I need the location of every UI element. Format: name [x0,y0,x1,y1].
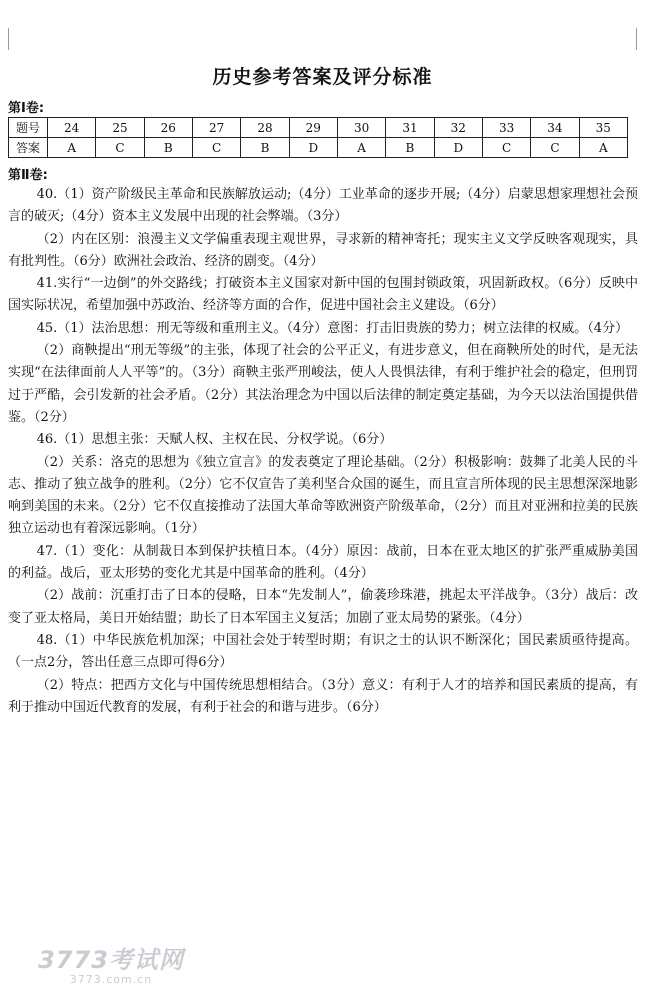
section-2-heading: 第Ⅱ卷: [8,168,48,183]
answer-cell: A [579,138,627,158]
question-number-cell: 26 [144,118,192,138]
answer-paragraph-47-1: 47.（1）变化：从制裁日本到保护扶植日本。（4分）原因：战前，日本在亚太地区的扩张严重威胁美国的利益。战后，亚太形势的变化尤其是中国革命的胜利。（4分） [8,543,638,582]
answer-paragraph-45-1: 45.（1）法治思想：刑无等级和重刑主义。（4分）意图：打击旧贵族的势力；树立法律的权威。（4分） [36,320,629,336]
question-number-cell: 25 [96,118,144,138]
answer-cell: D [289,138,337,158]
answer-paragraph-46-1: 46.（1）思想主张：天赋人权、主权在民、分权学说。（6分） [36,432,393,448]
row-header-question-number: 题号 [9,118,48,138]
question-number-cell: 33 [482,118,530,138]
answer-paragraph-40-2: （2）内在区别：浪漫主义文学偏重表现主观世界，寻求新的精神寄托；现实主义文学反映客观现实，具有批判性。（6分）欧洲社会政治、经济的剧变。（4分） [8,231,638,269]
answer-paragraph-48-2: （2）特点：把西方文化与中国传统思想相结合。（3分）意义：有利于人才的培养和国民素质的提高，有利于推动中国近代教育的发展，有利于社会的和谐与进步。（6分） [8,677,638,715]
answer-cell: A [48,138,96,158]
question-number-cell: 35 [579,118,627,138]
answer-paragraph-46-2: （2）关系：洛克的思想为《独立宣言》的发表奠定了理论基础。（2分）积极影响：鼓舞了北美人民的斗志、推动了独立战争的胜利。（2分）它不仅宣告了美利坚合众国的诞生，而且宣言所体现的民主思想深深地影响到美国的未来。（2分）它不仅直接推动了法国大革命等欧洲资产阶级革命，（2分）而且对亚洲和拉美的民族独立运动也有着深远影响。（1分） [8,454,638,537]
answer-cell: D [434,138,482,158]
answer-cell: B [144,138,192,158]
question-number-cell: 32 [434,118,482,138]
question-number-cell: 24 [48,118,96,138]
answer-cell: A [337,138,385,158]
answer-paragraph-40-1: 40.（1）资产阶级民主革命和民族解放运动;（4分）工业革命的逐步开展;（4分）启蒙思想家理想社会预言的破灭;（4分）资本主义发展中出现的社会弊端。（3分） [8,187,638,225]
answer-table-row-numbers [9,118,628,138]
watermark-url: 3773.com.cn [69,973,153,986]
watermark-brand: 3773考试网 [38,946,184,974]
page-corner-mark-left [8,28,9,50]
row-header-answer: 答案 [9,138,48,158]
section-1-heading: 第Ⅰ卷: [8,101,45,116]
question-number-cell: 34 [531,118,579,138]
answer-cell: C [192,138,240,158]
watermark-logo [36,940,186,986]
answer-body [8,184,638,719]
answer-cell: C [96,138,144,158]
answer-paragraph-48-1: 48.（1）中华民族危机加深；中国社会处于转型时期；有识之士的认识不断深化；国民素质亟待提高。（一点2分，答出任意三点即可得6分） [8,632,638,671]
question-number-cell: 31 [386,118,434,138]
answer-paragraph-45-2: （2）商鞅提出“刑无等级”的主张，体现了社会的公平正义，有进步意义，但在商鞅所处的时代，是无法实现“在法律面前人人平等”的。（3分）商鞅主张严刑峻法，使人人畏惧法律，有利于维护社会的稳定，但刑罚过于严酷，会引发新的社会矛盾。（2分）其法治理念为中国以后法律的制定奠定基础，为今天以法治国提供借鉴。（2分） [8,343,638,425]
question-number-cell: 29 [289,118,337,138]
page-title: 历史参考答案及评分标准 [212,66,433,88]
page-corner-mark-right [636,28,637,50]
answer-paragraph-47-2: （2）战前：沉重打击了日本的侵略，日本“先发制人”，偷袭珍珠港，挑起太平洋战争。（3分）战后：改变了亚太格局，美日开始结盟；助长了日本军国主义复活；加剧了亚太局势的紧张。（4分） [8,588,638,626]
question-number-cell: 28 [241,118,289,138]
question-number-cell: 30 [337,118,385,138]
answer-cell: B [386,138,434,158]
question-number-cell: 27 [192,118,240,138]
answer-cell: C [531,138,579,158]
answer-table-row-answers [9,138,628,158]
answer-cell: C [482,138,530,158]
answer-paragraph-41: 41.实行“一边倒”的外交路线；打破资本主义国家对新中国的包围封锁政策，巩固新政权。（6分）反映中国实际状况，希望加强中苏政治、经济等方面的合作，促进中国社会主义建设。（6分） [8,276,638,314]
answer-cell: B [241,138,289,158]
answer-table [8,117,628,158]
